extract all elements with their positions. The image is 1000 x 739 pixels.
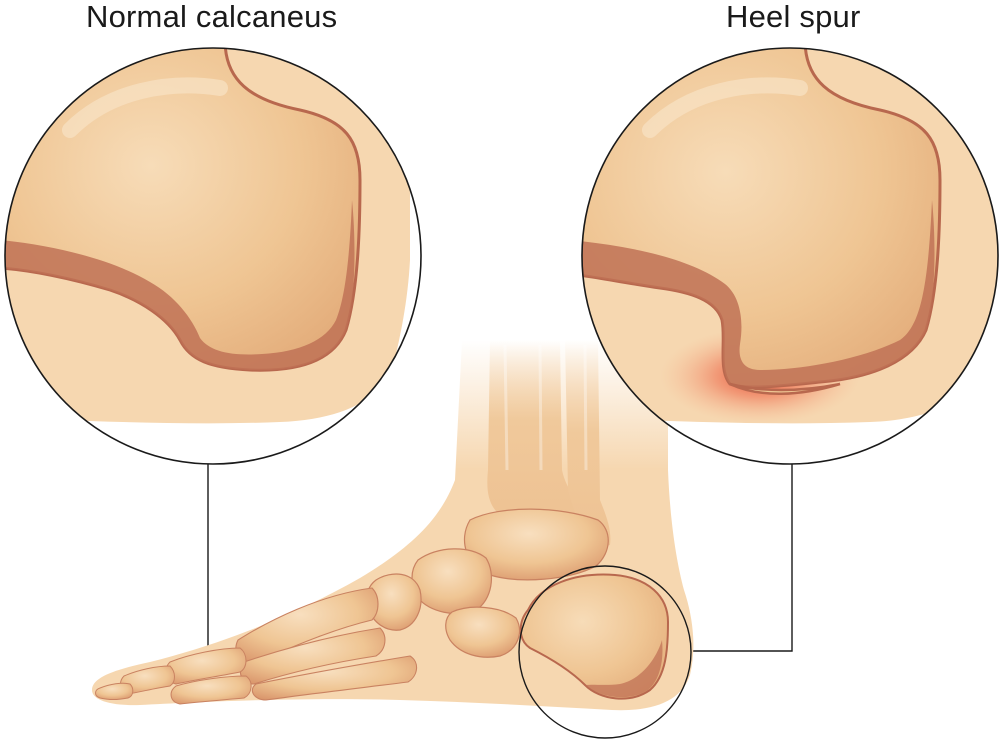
navicular-bone [412, 549, 491, 614]
heel-spur-title: Heel spur [726, 0, 861, 34]
connector-right [686, 464, 792, 651]
normal-calcaneus-title: Normal calcaneus [86, 0, 338, 34]
normal-calcaneus-panel [0, 40, 430, 470]
